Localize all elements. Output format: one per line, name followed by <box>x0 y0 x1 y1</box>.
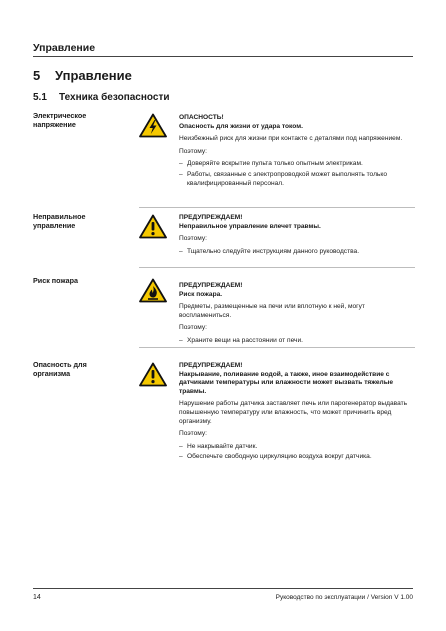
hazard-description: Неизбежный риск для жизни при контакте с деталями под напряжением. <box>179 135 403 143</box>
block-content <box>179 214 413 258</box>
running-header: Управление <box>33 42 96 54</box>
list-item: – Храните вещи на расстоянии от печи. <box>179 337 413 346</box>
safety-block-health <box>33 360 408 470</box>
therefore-label: Поэтому: <box>179 235 207 243</box>
list-item: – Работы, связанные с электропроводкой может выполнять только квалифицированный персонал. <box>179 171 413 188</box>
section-title-text: Техника безопасности <box>59 92 170 103</box>
footer-rule <box>33 588 413 589</box>
block-label: Электрическое напряжение <box>33 111 87 129</box>
header-rule <box>33 56 413 57</box>
block-content <box>179 114 413 190</box>
electric-hazard-icon <box>139 113 167 138</box>
list-item: – Доверяйте вскрытие пульта только опытным электрикам. <box>179 160 413 169</box>
hazard-title: Неправильное управление влечет травмы. <box>179 222 321 230</box>
block-separator <box>139 207 415 208</box>
chapter-title-text: Управление <box>55 68 132 83</box>
chapter-title <box>33 68 132 83</box>
block-label: Риск пожара <box>33 276 79 285</box>
instruction-list <box>179 337 413 346</box>
block-content <box>179 282 413 348</box>
signal-word: ПРЕДУПРЕЖДАЕМ! <box>179 214 243 221</box>
general-warning-icon <box>139 362 167 387</box>
hazard-title: Опасность для жизни от удара током. <box>179 122 303 130</box>
footer-text: Руководство по эксплуатации / Version V 1.00 <box>275 594 413 601</box>
instruction-list <box>179 443 413 462</box>
safety-block-fire <box>33 276 403 348</box>
block-label: Опасность для организма <box>33 360 87 378</box>
safety-block-electric <box>33 111 403 207</box>
signal-word: ПРЕДУПРЕЖДАЕМ! <box>179 282 243 289</box>
safety-block-wrong-operation <box>33 212 403 268</box>
signal-word: ОПАСНОСТЬ! <box>179 114 224 121</box>
therefore-label: Поэтому: <box>179 430 207 438</box>
chapter-number: 5 <box>33 68 41 83</box>
list-item: – Не накрывайте датчик. <box>179 443 413 452</box>
signal-word: ПРЕДУПРЕЖДАЕМ! <box>179 362 243 369</box>
block-label: Неправильное управление <box>33 212 86 230</box>
hazard-description: Нарушение работы датчика заставляет печь или парогенератор выдавать повышенную температуру или влажность, что может причинить вред организму. <box>179 400 408 425</box>
hazard-title: Накрывание, поливание водой, а также, иное взаимодействие с датчиками температуры или влажности может вызвать тяжелые травмы. <box>179 370 394 395</box>
hazard-description: Предметы, размещенные на печи или вплотную к ней, могут воспламениться. <box>179 303 365 319</box>
block-separator <box>139 347 415 348</box>
list-item: – Обеспечьте свободную циркуляцию воздуха вокруг датчика. <box>179 453 413 462</box>
general-warning-icon <box>139 214 167 239</box>
block-separator <box>139 267 415 268</box>
therefore-label: Поэтому: <box>179 324 207 332</box>
page-number: 14 <box>33 594 41 601</box>
section-number: 5.1 <box>33 92 47 103</box>
section-title <box>33 92 170 103</box>
instruction-list <box>179 248 413 257</box>
therefore-label: Поэтому: <box>179 147 207 155</box>
instruction-list <box>179 160 413 188</box>
list-item: – Тщательно следуйте инструкциям данного руководства. <box>179 248 413 257</box>
block-content <box>179 362 413 464</box>
fire-hazard-icon <box>139 278 167 303</box>
hazard-title: Риск пожара. <box>179 290 223 298</box>
